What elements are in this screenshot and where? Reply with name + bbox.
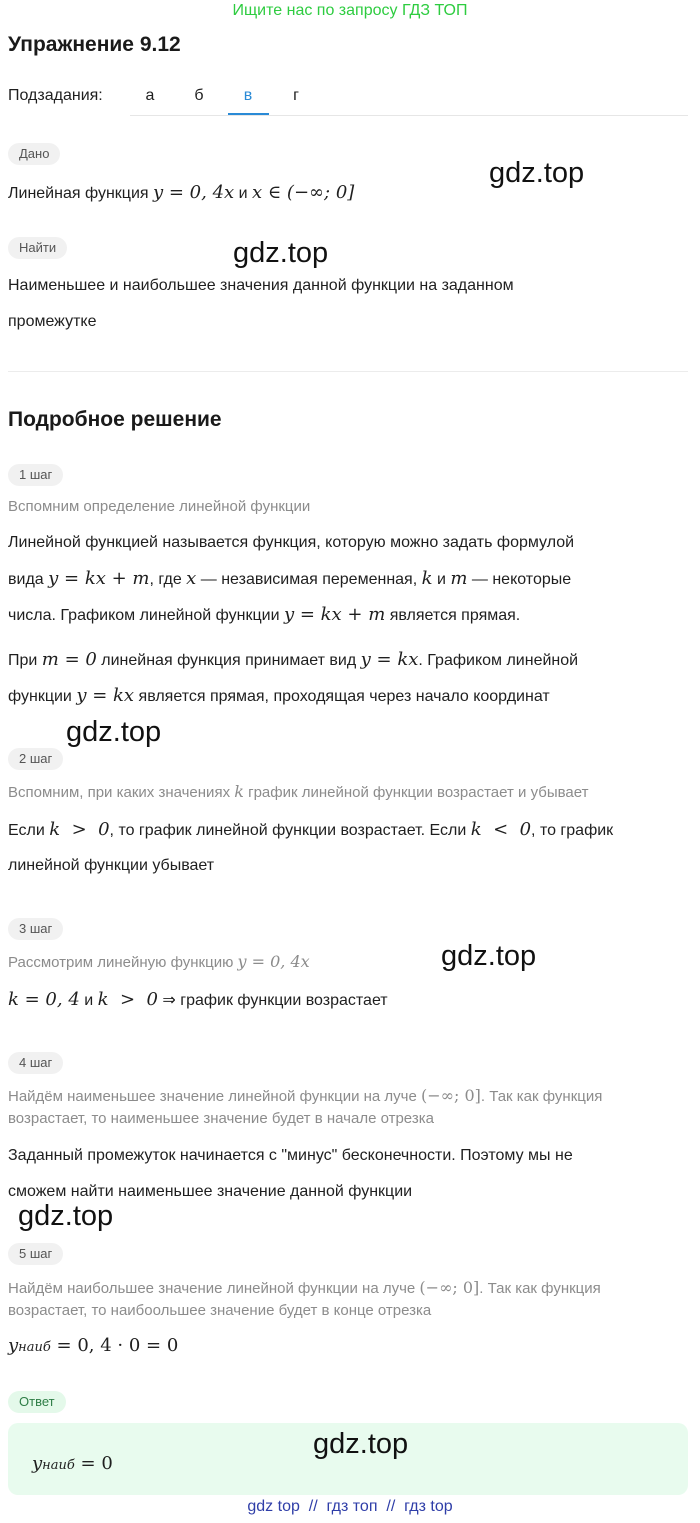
given-text [8,175,692,212]
text-span: ⇒ график функции возрастает [157,992,388,1009]
text-span: , то график линейной функции возрастает. Если [109,822,471,839]
text-span: . Так как функция [479,1280,601,1297]
step-1-line-1: Линейной функцией называется функция, которую можно задать формулой [8,534,575,551]
formula: k [234,782,244,801]
text-span: числа. Графиком линейной функции [8,607,284,624]
text-span: — независимая переменная, [196,571,422,588]
footer-links[interactable]: gdz top // гдз топ // гдз top [247,1498,453,1515]
text-span: является прямая, проходящая через начало координат [134,688,550,705]
text-span: вида [8,571,49,588]
text-span: — некоторые [467,571,572,588]
step-4-line-1: Заданный промежуток начинается с "минус" бесконечности. Поэтому мы не [8,1147,573,1164]
formula: k > 0 [49,819,110,840]
step-2-hint [8,780,692,804]
step-1-hint: Вспомним определение линейной функции [8,498,311,515]
formula-subscript: наиб [42,1458,75,1473]
search-banner: Ищите нас по запросу ГДЗ ТОП [232,2,468,19]
find-line-1: Наименьшее и наибольшее значения данной функции на заданном [8,277,514,294]
step-2-line-2: линейной функции убывает [8,857,215,874]
formula: k < 0 [470,819,532,840]
formula: k [421,568,433,589]
watermark: gdz.top [233,237,329,269]
formula: = 0 [74,1453,113,1474]
step-3-line-1 [8,982,692,1019]
given-prefix: Линейная функция [8,185,153,202]
text-span: Вспомним, при каких значениях [8,784,235,801]
watermark: gdz.top [441,940,537,972]
text-span: Рассмотрим линейную функцию [8,954,238,971]
formula: k > 0 [97,989,158,1010]
find-badge: Найти [8,237,67,259]
step-3-hint [8,950,692,974]
formula: x [186,568,197,589]
formula: k = 0, 4 [8,989,80,1010]
watermark: gdz.top [18,1200,114,1232]
active-tab-indicator [228,113,269,115]
step-4-badge: 4 шаг [8,1052,63,1074]
text-span: и [79,992,98,1009]
step-1-line-3 [8,597,692,634]
watermark: gdz.top [66,716,162,748]
watermark: gdz.top [489,157,585,189]
step-4-hint-1 [8,1084,692,1108]
step-5-hint-1 [8,1276,692,1300]
step-4-line-2: сможем найти наименьшее значение данной функции [8,1183,413,1200]
formula: y = kx + m [283,604,386,625]
formula: m [450,568,468,589]
subtasks-label: Подзадания: [8,87,103,104]
formula: y = kx [360,649,419,670]
step-5-badge: 5 шаг [8,1243,63,1265]
formula: y = kx + m [48,568,150,589]
step-1-line-4 [8,642,692,679]
step-5-formula [8,1328,692,1366]
formula-subscript: наиб [18,1340,51,1355]
text-span: Если [8,822,50,839]
text-span: Найдём наименьшее значение линейной функции на луче [8,1088,421,1105]
section-divider [8,371,688,372]
given-formula-function: y = 0, 4x [152,182,235,203]
tabs-divider [130,115,688,116]
watermark: gdz.top [313,1428,409,1460]
formula: y [32,1453,43,1474]
text-span: график линейной функции возрастает и убывает [243,784,589,801]
given-connector: и [234,185,253,202]
step-1-badge: 1 шаг [8,464,63,486]
text-span: линейная функция принимает вид [96,652,361,669]
given-formula-domain: x ∈ (−∞; 0] [252,182,355,203]
text-span: и [432,571,451,588]
page-title: Упражнение 9.12 [8,33,181,56]
formula: y = kx [76,685,135,706]
step-1-line-2 [8,561,692,598]
step-5-hint-2: возрастает, то наибоольшее значение будет в конце отрезка [8,1302,432,1319]
step-1-line-5 [8,678,692,715]
formula: y = 0, 4x [237,952,310,971]
given-badge: Дано [8,143,60,165]
step-2-line-1 [8,812,692,849]
text-span: Найдём наибольшее значение линейной функции на луче [8,1280,420,1297]
formula: (−∞; 0] [421,1086,481,1105]
text-span: , то график [531,822,614,839]
text-span: функции [8,688,77,705]
step-3-badge: 3 шаг [8,918,63,940]
tab-v[interactable]: в [243,87,253,104]
solution-title: Подробное решение [8,408,222,431]
text-span: . Графиком линейной [418,652,579,669]
find-line-2: промежутке [8,313,97,330]
answer-badge: Ответ [8,1391,66,1413]
formula: (−∞; 0] [419,1278,480,1297]
formula: m = 0 [41,649,97,670]
formula: = 0, 4 · 0 = 0 [50,1335,179,1356]
step-2-badge: 2 шаг [8,748,63,770]
tab-b[interactable]: б [194,87,204,104]
text-span: , где [149,571,187,588]
text-span: . Так как функция [480,1088,603,1105]
text-span: При [8,652,42,669]
text-span: является прямая. [385,607,521,624]
tab-a[interactable]: а [145,87,155,104]
tab-g[interactable]: г [293,87,299,104]
step-4-hint-2: возрастает, то наименьшее значение будет в начале отрезка [8,1110,434,1127]
formula: y [8,1335,19,1356]
